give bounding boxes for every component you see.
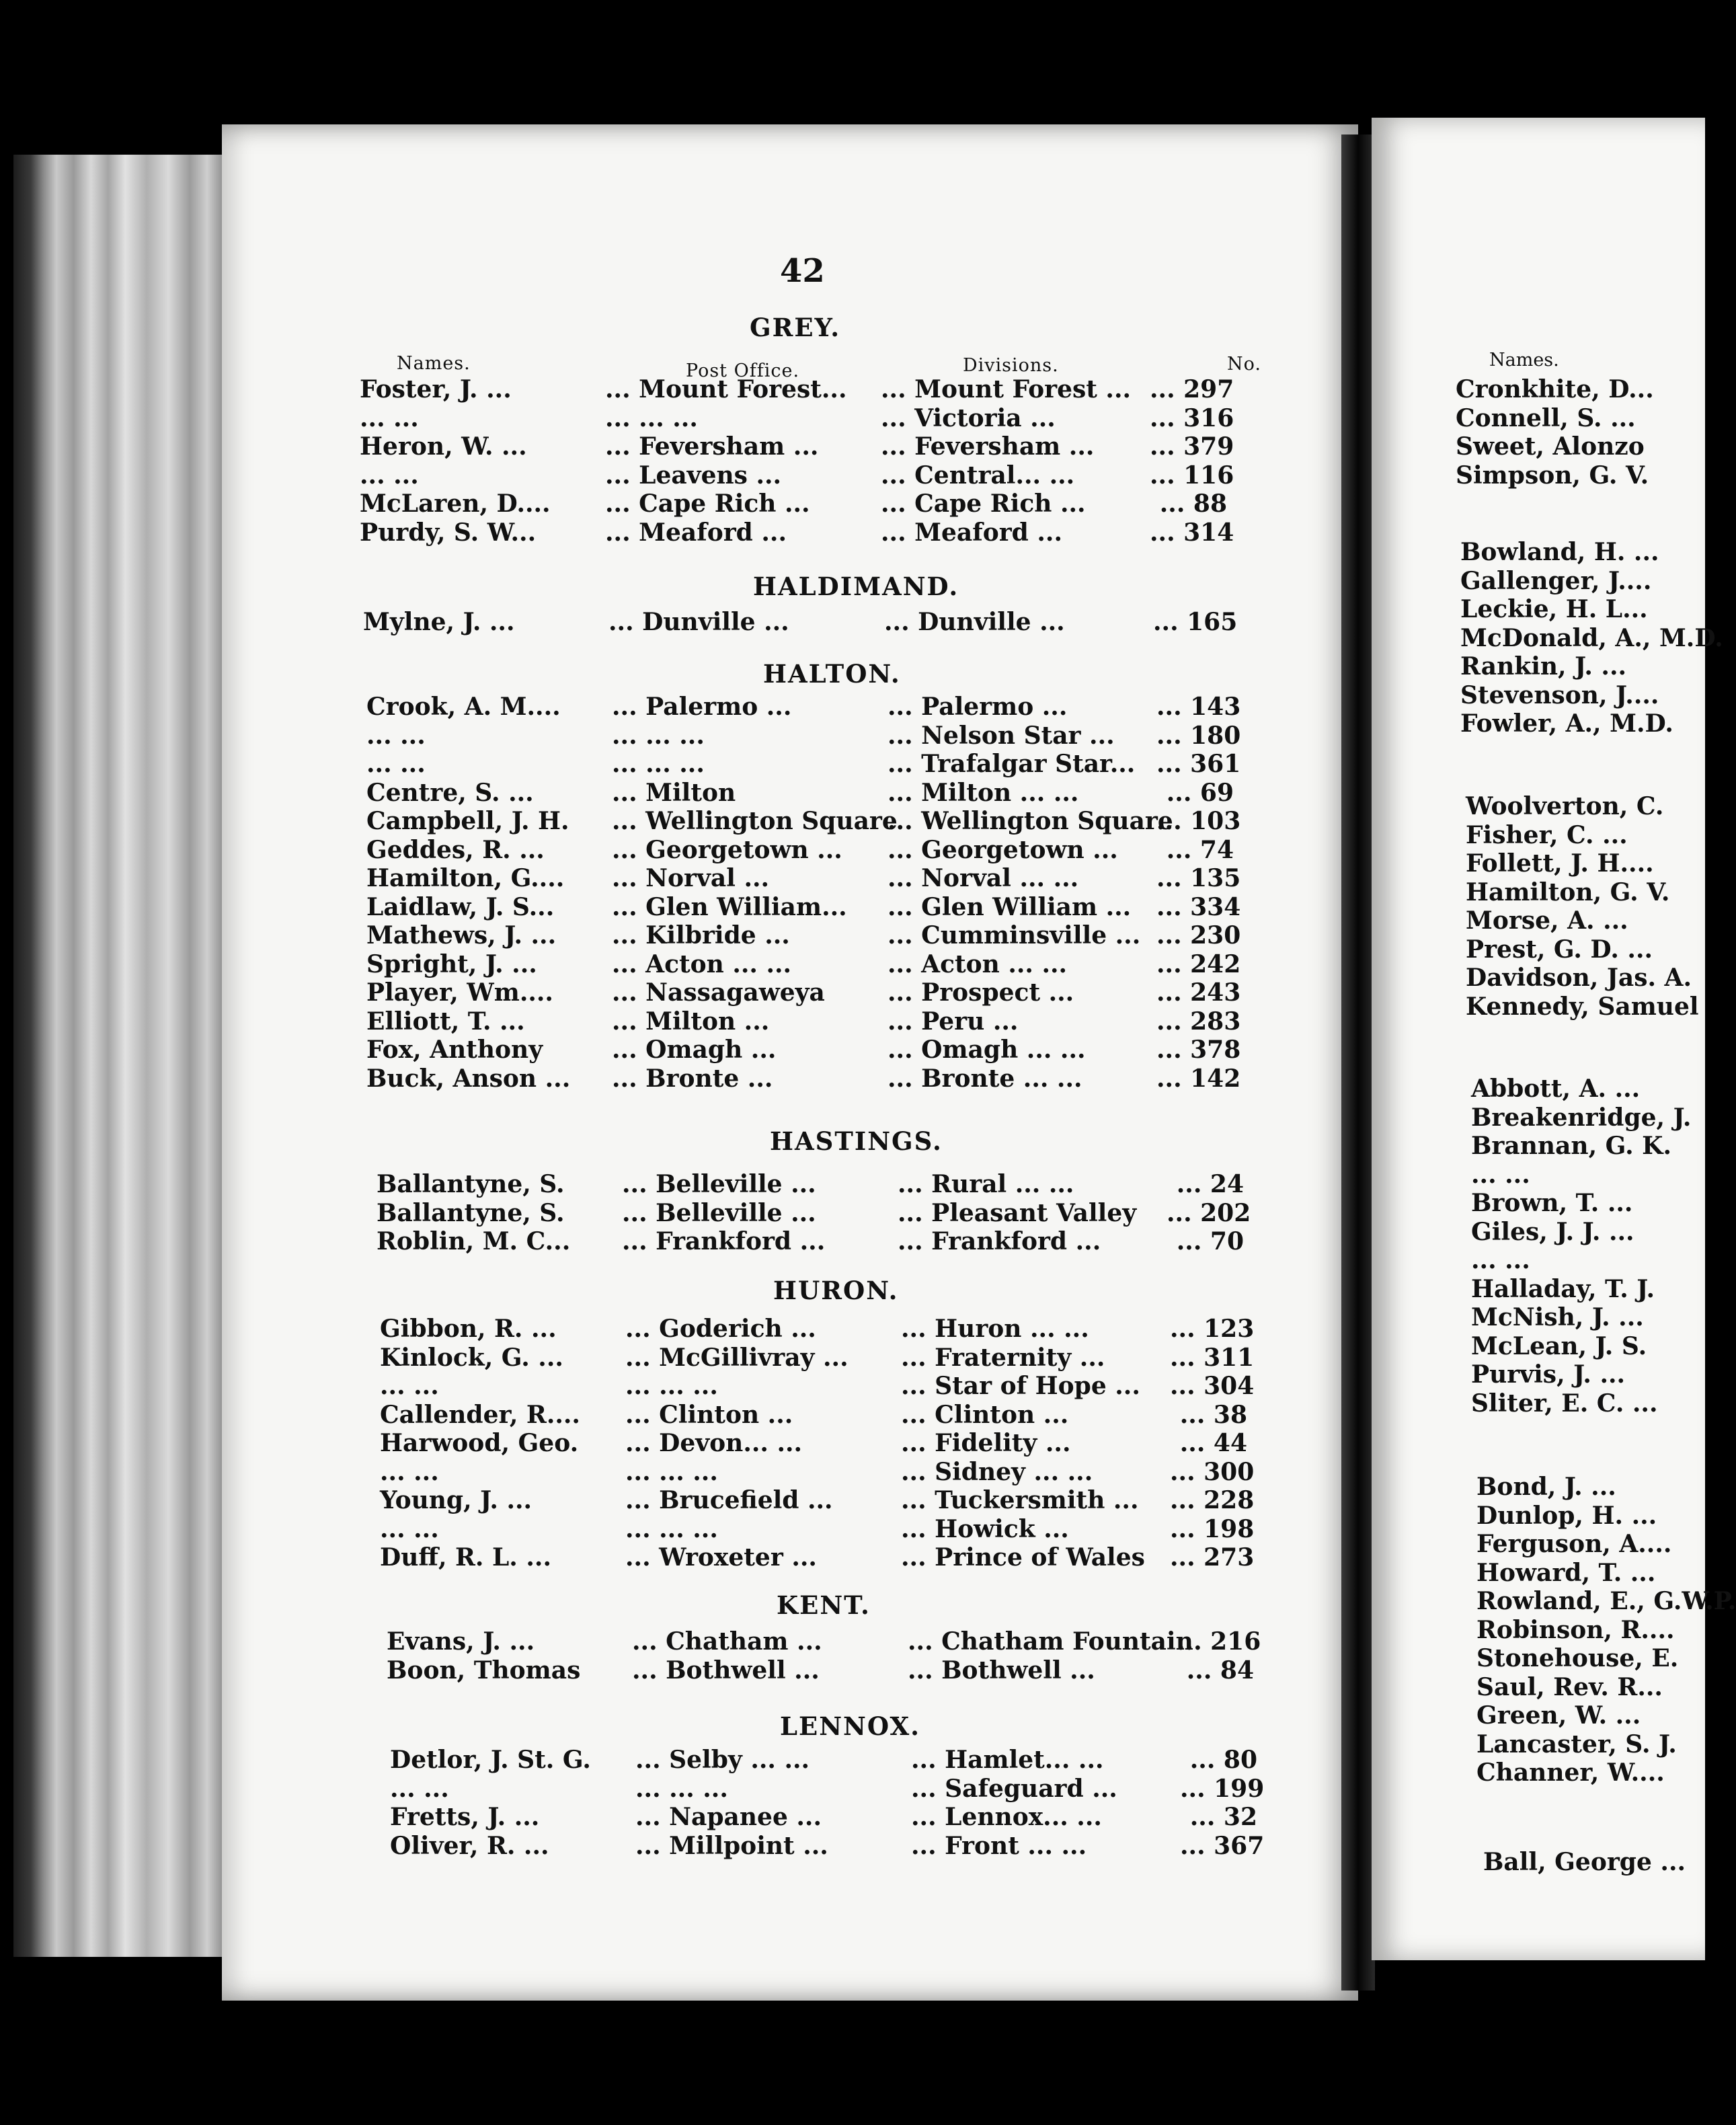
name-cell: Centre, S. ...: [366, 778, 534, 807]
right-list-item: Saul, Rev. R...: [1476, 1672, 1663, 1701]
right-list-item: Brown, T. ...: [1471, 1189, 1633, 1217]
right-list-item: Follett, J. H....: [1466, 849, 1654, 878]
name-cell: Laidlaw, J. S...: [366, 892, 555, 921]
name-cell: Evans, J. ...: [387, 1627, 535, 1656]
division-cell: ... Palermo ...: [887, 693, 1068, 721]
right-list-item: Dunlop, H. ...: [1476, 1501, 1657, 1530]
lodge-number-cell: ... 316: [1150, 403, 1234, 432]
post-office-cell: ... ... ...: [612, 750, 705, 778]
division-cell: ... Feversham ...: [881, 432, 1095, 461]
division-cell: ... Prince of Wales: [901, 1543, 1145, 1572]
division-cell: ... Bothwell ...: [908, 1656, 1095, 1685]
name-cell: Purdy, S. W...: [360, 518, 537, 547]
header-names: Names.: [397, 353, 471, 374]
section-title: HALDIMAND.: [753, 572, 959, 601]
lodge-number-cell: ... 24: [1176, 1170, 1244, 1198]
page-number: 42: [780, 252, 825, 290]
name-cell: Kinlock, G. ...: [380, 1343, 563, 1372]
right-list-item: ... ...: [1471, 1246, 1530, 1274]
post-office-cell: ... Mount Forest...: [605, 375, 847, 403]
right-list-item: Stevenson, J....: [1460, 681, 1659, 709]
post-office-cell: ... Belleville ...: [622, 1170, 816, 1198]
post-office-cell: ... Meaford ...: [605, 518, 787, 547]
name-cell: ... ...: [366, 721, 426, 750]
name-cell: McLaren, D....: [360, 490, 551, 518]
right-list-item: Morse, A. ...: [1466, 906, 1628, 935]
post-office-cell: ... Milton ...: [612, 1007, 770, 1036]
post-office-cell: ... Belleville ...: [622, 1198, 816, 1227]
section-title: HASTINGS.: [770, 1126, 943, 1156]
name-cell: Mylne, J. ...: [363, 608, 515, 636]
right-list-item: Bond, J. ...: [1476, 1473, 1616, 1501]
division-cell: ... Victoria ...: [881, 403, 1056, 432]
post-office-cell: ... ... ...: [605, 403, 698, 432]
division-cell: ... Fidelity ...: [901, 1429, 1071, 1457]
name-cell: Geddes, R. ...: [366, 835, 545, 864]
lodge-number-cell: ... 165: [1153, 608, 1238, 636]
right-list-item: McLean, J. S.: [1471, 1331, 1647, 1360]
post-office-cell: ... ... ...: [625, 1514, 718, 1543]
division-cell: ... Georgetown ...: [887, 835, 1118, 864]
header-no: No.: [1227, 354, 1261, 375]
post-office-cell: ... Milton: [612, 778, 736, 807]
lodge-number-cell: ... 304: [1170, 1372, 1255, 1400]
division-cell: ... Frankford ...: [898, 1227, 1101, 1255]
lodge-number-cell: ... 84: [1186, 1656, 1254, 1685]
name-cell: Gibbon, R. ...: [380, 1315, 557, 1343]
division-cell: ... Sidney ... ...: [901, 1457, 1093, 1486]
lodge-number-cell: ... 367: [1180, 1831, 1265, 1860]
post-office-cell: ... Wroxeter ...: [625, 1543, 817, 1572]
right-list-item: Rankin, J. ...: [1460, 652, 1627, 681]
division-cell: ... Trafalgar Star...: [887, 750, 1136, 778]
name-cell: ... ...: [366, 750, 426, 778]
lodge-number-cell: ... 379: [1150, 432, 1234, 461]
name-cell: ... ...: [380, 1372, 439, 1400]
name-cell: ... ...: [360, 461, 419, 490]
lodge-number-cell: ... 202: [1167, 1198, 1251, 1227]
lodge-number-cell: ... 230: [1156, 921, 1241, 950]
lodge-number-cell: ... 314: [1150, 518, 1234, 547]
post-office-cell: ... ... ...: [625, 1372, 718, 1400]
lodge-number-cell: ... 283: [1156, 1007, 1241, 1036]
name-cell: Foster, J. ...: [360, 375, 512, 403]
header-divisions: Divisions.: [963, 355, 1059, 376]
lodge-number-cell: ... 242: [1156, 950, 1241, 978]
division-cell: ... Acton ... ...: [887, 950, 1068, 978]
lodge-number-cell: ... 198: [1170, 1514, 1255, 1543]
name-cell: Oliver, R. ...: [390, 1831, 549, 1860]
lodge-number-cell: ... 273: [1170, 1543, 1255, 1572]
lodge-number-cell: ... 135: [1156, 864, 1241, 892]
post-office-cell: ... Omagh ...: [612, 1036, 777, 1064]
division-cell: ... Nelson Star ...: [887, 721, 1115, 750]
division-cell: ... Bronte ... ...: [887, 1064, 1082, 1093]
post-office-cell: ... Millpoint ...: [635, 1831, 828, 1860]
division-cell: ... Mount Forest ...: [881, 375, 1132, 403]
post-office-cell: ... Glen William...: [612, 892, 847, 921]
lodge-number-cell: ... 103: [1156, 807, 1241, 835]
right-list-item: Gallenger, J....: [1460, 566, 1652, 595]
name-cell: Young, J. ...: [380, 1486, 532, 1514]
lodge-number-cell: ... 70: [1176, 1227, 1244, 1255]
name-cell: Harwood, Geo.: [380, 1429, 579, 1457]
division-cell: ... Peru ...: [887, 1007, 1019, 1036]
post-office-cell: ... Frankford ...: [622, 1227, 826, 1255]
lodge-number-cell: ... 199: [1180, 1774, 1265, 1803]
book-gutter: [1341, 134, 1375, 1991]
post-office-cell: ... ... ...: [625, 1457, 718, 1486]
right-list-item: Prest, G. D. ...: [1466, 935, 1653, 964]
division-cell: ... Clinton ...: [901, 1400, 1069, 1429]
division-cell: ... Milton ... ...: [887, 778, 1079, 807]
right-list-item: Hamilton, G. V.: [1466, 878, 1670, 906]
lodge-number-cell: ... 38: [1179, 1400, 1247, 1429]
division-cell: ... Lennox... ...: [911, 1803, 1102, 1831]
division-cell: ... Rural ... ...: [898, 1170, 1074, 1198]
division-cell: ... Central... ...: [881, 461, 1075, 490]
name-cell: ... ...: [380, 1514, 439, 1543]
name-cell: Elliott, T. ...: [366, 1007, 525, 1036]
name-cell: Hamilton, G....: [366, 864, 565, 892]
lodge-number-cell: ... 80: [1189, 1746, 1257, 1774]
right-list-item: McNish, J. ...: [1471, 1303, 1644, 1331]
post-office-cell: ... Acton ... ...: [612, 950, 792, 978]
section-title: HALTON.: [763, 659, 901, 689]
right-list-item: Robinson, R....: [1476, 1615, 1675, 1644]
section-title: HURON.: [773, 1276, 899, 1305]
post-office-cell: ... Napanee ...: [635, 1803, 822, 1831]
lodge-number-cell: ... 180: [1156, 721, 1241, 750]
right-list-item: Abbott, A. ...: [1471, 1075, 1641, 1103]
name-cell: Detlor, J. St. G.: [390, 1746, 591, 1774]
lodge-number-cell: ... 297: [1150, 375, 1234, 403]
book-edge: [13, 155, 229, 1957]
post-office-cell: ... Bothwell ...: [632, 1656, 820, 1685]
lodge-number-cell: ... 334: [1156, 892, 1241, 921]
lodge-number-cell: ... 300: [1170, 1457, 1255, 1486]
division-cell: ... Pleasant Valley: [898, 1198, 1137, 1227]
division-cell: ... Dunville ...: [884, 608, 1065, 636]
division-cell: ... Cumminsville ...: [887, 921, 1141, 950]
post-office-cell: ... Feversham ...: [605, 432, 819, 461]
lodge-number-cell: ... 361: [1156, 750, 1241, 778]
right-list-item: Sliter, E. C. ...: [1471, 1389, 1658, 1418]
division-cell: ... Safeguard ...: [911, 1774, 1117, 1803]
lodge-number-cell: ... 116: [1150, 461, 1234, 490]
division-cell: ... Prospect ...: [887, 978, 1074, 1007]
post-office-cell: ... Dunville ...: [608, 608, 789, 636]
post-office-cell: ... Kilbride ...: [612, 921, 790, 950]
name-cell: Ballantyne, S.: [377, 1170, 565, 1198]
division-cell: ... Chatham Fountain: [908, 1627, 1193, 1656]
right-list-item: ... ...: [1471, 1160, 1530, 1189]
right-list-item: Leckie, H. L...: [1460, 595, 1648, 623]
right-list-item: Fisher, C. ...: [1466, 820, 1628, 849]
right-list-item: Brannan, G. K.: [1471, 1132, 1671, 1160]
post-office-cell: ... Norval ...: [612, 864, 770, 892]
right-list-item: Fowler, A., M.D.: [1460, 709, 1673, 738]
name-cell: Boon, Thomas: [387, 1656, 581, 1685]
division-cell: ... Front ... ...: [911, 1831, 1087, 1860]
name-cell: Campbell, J. H.: [366, 807, 569, 835]
name-cell: Player, Wm....: [366, 978, 553, 1007]
name-cell: ... ...: [380, 1457, 439, 1486]
name-cell: Spright, J. ...: [366, 950, 537, 978]
name-cell: Callender, R....: [380, 1400, 580, 1429]
post-office-cell: ... Nassagaweya: [612, 978, 825, 1007]
name-cell: Crook, A. M....: [366, 693, 561, 721]
division-cell: ... Star of Hope ...: [901, 1372, 1140, 1400]
right-list-item: Cronkhite, D...: [1456, 375, 1654, 403]
right-list-item: Sweet, Alonzo: [1456, 432, 1645, 461]
right-list-item: Bowland, H. ...: [1460, 538, 1659, 566]
right-list-item: Ferguson, A....: [1476, 1530, 1672, 1558]
section-title: KENT.: [777, 1590, 871, 1620]
lodge-number-cell: ... 243: [1156, 978, 1241, 1007]
lodge-number-cell: ... 216: [1177, 1627, 1261, 1656]
name-cell: Buck, Anson ...: [366, 1064, 571, 1093]
name-cell: Duff, R. L. ...: [380, 1543, 551, 1572]
division-cell: ... Omagh ... ...: [887, 1036, 1086, 1064]
right-list-item: Breakenridge, J.: [1471, 1103, 1692, 1132]
division-cell: ... Hamlet... ...: [911, 1746, 1104, 1774]
lodge-number-cell: ... 74: [1166, 835, 1234, 864]
lodge-number-cell: ... 142: [1156, 1064, 1241, 1093]
post-office-cell: ... Georgetown ...: [612, 835, 842, 864]
right-list-item: Stonehouse, E.: [1476, 1644, 1679, 1672]
division-cell: ... Norval ... ...: [887, 864, 1079, 892]
lodge-number-cell: ... 311: [1170, 1343, 1255, 1372]
lodge-number-cell: ... 378: [1156, 1036, 1241, 1064]
post-office-cell: ... Devon... ...: [625, 1429, 803, 1457]
lodge-number-cell: ... 143: [1156, 693, 1241, 721]
post-office-cell: ... Wellington Square: [612, 807, 898, 835]
right-list-item: Davidson, Jas. A.: [1466, 964, 1692, 992]
post-office-cell: ... Cape Rich ...: [605, 490, 810, 518]
post-office-cell: ... Selby ... ...: [635, 1746, 810, 1774]
right-list-item: Channer, W....: [1476, 1759, 1665, 1787]
post-office-cell: ... Clinton ...: [625, 1400, 793, 1429]
division-cell: ... Cape Rich ...: [881, 490, 1086, 518]
name-cell: Mathews, J. ...: [366, 921, 557, 950]
section-title: GREY.: [750, 313, 841, 342]
name-cell: Fox, Anthony: [366, 1036, 543, 1064]
division-cell: ... Wellington Square: [887, 807, 1173, 835]
division-cell: ... Tuckersmith ...: [901, 1486, 1139, 1514]
division-cell: ... Howick ...: [901, 1514, 1069, 1543]
right-header-names: Names.: [1489, 350, 1559, 371]
post-office-cell: ... Chatham ...: [632, 1627, 822, 1656]
right-list-item: Lancaster, S. J.: [1476, 1730, 1677, 1759]
right-list-item: Halladay, T. J.: [1471, 1274, 1655, 1303]
lodge-number-cell: ... 32: [1189, 1803, 1257, 1831]
right-list-item: Kennedy, Samuel: [1466, 992, 1699, 1021]
name-cell: Heron, W. ...: [360, 432, 527, 461]
post-office-cell: ... ... ...: [635, 1774, 728, 1803]
post-office-cell: ... Leavens ...: [605, 461, 782, 490]
post-office-cell: ... Goderich ...: [625, 1315, 816, 1343]
right-list-item: Rowland, E., G.W.P.: [1476, 1587, 1736, 1615]
header-post-office: Post Office.: [686, 360, 800, 381]
right-list-item: Simpson, G. V.: [1456, 461, 1649, 490]
post-office-cell: ... Brucefield ...: [625, 1486, 833, 1514]
post-office-cell: ... Bronte ...: [612, 1064, 773, 1093]
right-list-item: Connell, S. ...: [1456, 403, 1636, 432]
division-cell: ... Fraternity ...: [901, 1343, 1105, 1372]
right-list-item: Woolverton, C.: [1466, 792, 1664, 820]
name-cell: Roblin, M. C...: [377, 1227, 571, 1255]
name-cell: ... ...: [360, 403, 419, 432]
right-list-item: Green, W. ...: [1476, 1701, 1641, 1730]
lodge-number-cell: ... 44: [1179, 1429, 1247, 1457]
right-list-item: Howard, T. ...: [1476, 1558, 1656, 1587]
post-office-cell: ... Palermo ...: [612, 693, 792, 721]
post-office-cell: ... McGillivray ...: [625, 1343, 849, 1372]
right-list-item: Giles, J. J. ...: [1471, 1217, 1634, 1246]
name-cell: Fretts, J. ...: [390, 1803, 540, 1831]
right-list-item: McDonald, A., M.D.: [1460, 623, 1723, 652]
right-list-item: Purvis, J. ...: [1471, 1360, 1626, 1389]
lodge-number-cell: ... 69: [1166, 778, 1234, 807]
lodge-number-cell: ... 228: [1170, 1486, 1255, 1514]
division-cell: ... Glen William ...: [887, 892, 1132, 921]
right-list-item: Ball, George ...: [1483, 1848, 1686, 1876]
division-cell: ... Huron ... ...: [901, 1315, 1089, 1343]
post-office-cell: ... ... ...: [612, 721, 705, 750]
name-cell: Ballantyne, S.: [377, 1198, 565, 1227]
name-cell: ... ...: [390, 1774, 449, 1803]
lodge-number-cell: ... 123: [1170, 1315, 1255, 1343]
section-title: LENNOX.: [780, 1711, 921, 1741]
lodge-number-cell: ... 88: [1159, 490, 1227, 518]
division-cell: ... Meaford ...: [881, 518, 1062, 547]
